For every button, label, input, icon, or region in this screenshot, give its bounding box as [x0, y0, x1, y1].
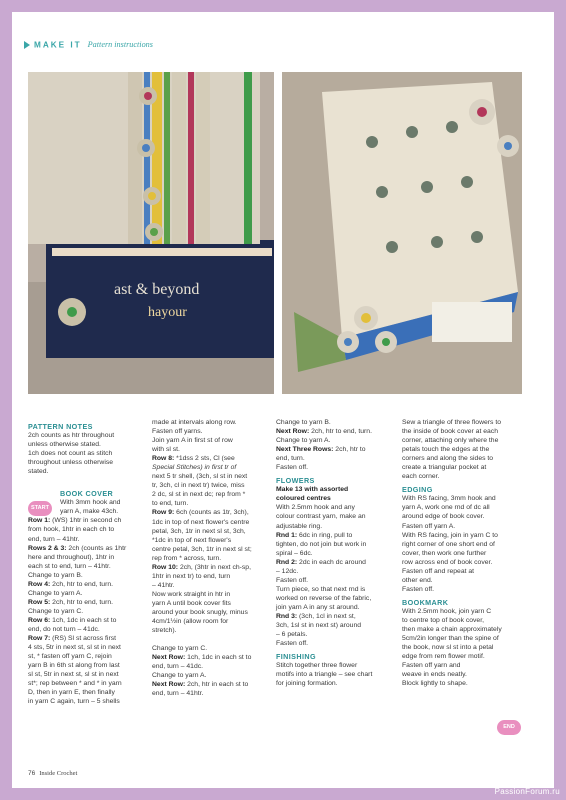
- text-line: [152, 508, 270, 517]
- row-label: Next Row:: [152, 654, 186, 662]
- line-text: to end, turn.: [152, 500, 189, 508]
- text-line: [152, 671, 270, 680]
- line-text: – 12dc.: [276, 567, 299, 575]
- text-line: [402, 661, 522, 670]
- line-text: row across end of book cover.: [402, 558, 493, 566]
- line-text: join yarn A in any st around.: [276, 603, 360, 611]
- text-line: [28, 458, 146, 467]
- line-text: FLOWERS: [276, 476, 315, 486]
- section-title: MAKE IT: [34, 40, 82, 50]
- text-line: [402, 576, 522, 585]
- text-line: [152, 680, 270, 689]
- text-line: [276, 522, 394, 531]
- line-text: Change to yarn C.: [152, 645, 208, 653]
- text-line: [152, 481, 270, 490]
- line-text: 1ch, 1dc in each st to: [185, 654, 252, 662]
- text-line: [276, 670, 394, 679]
- text-line: [402, 625, 522, 634]
- text-line: [276, 585, 394, 594]
- text-line: [28, 643, 146, 652]
- line-text: to centre top of book cover,: [402, 616, 484, 624]
- line-text: 2 dc, sl st in next dc; rep from *: [152, 491, 246, 499]
- line-text: Now work straight in htr in: [152, 590, 231, 598]
- line-text: for joining formation.: [276, 680, 338, 688]
- line-text: stretch).: [152, 627, 177, 635]
- text-line: [402, 503, 522, 512]
- line-text: Make 13 with assorted: [276, 486, 349, 494]
- text-line: [28, 661, 146, 670]
- line-text: *1dc in top of next flower's: [152, 536, 232, 544]
- text-line: [402, 670, 522, 679]
- text-line: [276, 427, 394, 436]
- line-text: weave in ends neatly.: [402, 671, 467, 679]
- row-label: Rnd 2:: [276, 558, 298, 566]
- text-line: [28, 580, 146, 589]
- text-line: [152, 499, 270, 508]
- text-line: [28, 652, 146, 661]
- text-line: [402, 531, 522, 540]
- line-text: Fasten off and repeat at: [402, 567, 475, 575]
- section-header: [24, 40, 153, 49]
- text-line: [402, 585, 522, 594]
- text-line: [28, 598, 146, 607]
- row-label: Row 6:: [28, 616, 51, 624]
- text-line: [276, 549, 394, 558]
- line-text: adjustable ring.: [276, 522, 323, 530]
- line-text: 3ch, 1sl st in next st) around: [276, 622, 362, 630]
- row-label: Row 8:: [152, 455, 175, 463]
- line-text: yarn A, make 43ch.: [60, 508, 119, 516]
- text-line: [28, 525, 146, 534]
- text-line: [28, 607, 146, 616]
- text-line: [276, 445, 394, 454]
- line-text: (WS) 1htr in second ch: [50, 517, 122, 525]
- text-line: [152, 689, 270, 698]
- row-label: Rnd 1:: [276, 531, 298, 539]
- line-text: stated.: [28, 468, 49, 476]
- line-text: end, do not turn – 41dc.: [28, 625, 100, 633]
- text-line: [402, 454, 522, 463]
- text-line: [276, 512, 394, 521]
- line-text: With 2.5mm hook, join yarn C: [402, 607, 492, 615]
- text-line: [402, 540, 522, 549]
- line-text: BOOK COVER: [60, 489, 114, 499]
- text-line: [402, 558, 522, 567]
- line-text: 1dc in top of next flower's centre: [152, 518, 250, 526]
- line-text: around your book snugly, minus: [152, 608, 248, 616]
- text-line: [28, 440, 146, 449]
- line-text: 2ch (counts as 1htr: [66, 544, 127, 552]
- page-number: 76: [28, 770, 36, 777]
- text-line: [402, 494, 522, 503]
- text-line: [152, 536, 270, 545]
- text-line: [152, 454, 270, 463]
- text-line: [152, 436, 270, 445]
- row-label: Rnd 3:: [276, 612, 298, 620]
- line-text: Turn piece, so that next rnd is: [276, 585, 366, 593]
- magazine-name: Inside Crochet: [39, 770, 78, 777]
- line-text: the inside of book cover at each: [402, 428, 498, 436]
- watermark: PassionForum.ru: [494, 787, 560, 796]
- line-text: petals touch the edges at the: [402, 446, 490, 454]
- text-line: [152, 635, 270, 644]
- line-text: tighten, do not join but work in: [276, 540, 367, 548]
- line-text: cover, then work one further: [402, 549, 487, 557]
- section-heading: [402, 598, 522, 607]
- text-line: [402, 679, 522, 688]
- line-text: motifs into a triangle – see chart: [276, 671, 373, 679]
- line-text: Join yarn A in first st of row: [152, 437, 233, 445]
- text-line: [402, 418, 522, 427]
- text-line: [152, 617, 270, 626]
- line-text: unless otherwise stated.: [28, 441, 101, 449]
- line-text: right corner of one short end of: [402, 540, 495, 548]
- line-text: – 6 petals.: [276, 631, 308, 639]
- line-text: yarn A until book cover fits: [152, 599, 231, 607]
- text-line: [28, 625, 146, 634]
- text-line: [152, 445, 270, 454]
- text-line: [402, 512, 522, 521]
- line-text: Fasten off yarn A.: [402, 522, 456, 530]
- line-text: yarn A, work one rnd of dc all: [402, 504, 490, 512]
- line-text: 1ch, 1dc in each st to: [50, 616, 117, 624]
- section-heading: [402, 485, 522, 494]
- line-text: Change to yarn A.: [276, 437, 331, 445]
- line-text: Change to yarn B.: [28, 571, 83, 579]
- line-text: 1htr in next tr) to end, turn: [152, 572, 231, 580]
- line-text: 4 sts, 5tr in next st, sl st in next: [28, 644, 121, 652]
- text-line: [276, 679, 394, 688]
- line-text: (3ch, 1cl in next st,: [297, 612, 356, 620]
- line-text: with sl st.: [152, 446, 180, 454]
- line-text: 5cm/2in longer than the spine of: [402, 635, 499, 643]
- text-line: [152, 653, 270, 662]
- line-text: Change to yarn B.: [276, 419, 331, 426]
- line-text: then make a chain approximately: [402, 626, 502, 634]
- text-line: [152, 490, 270, 499]
- line-text: Fasten off.: [276, 464, 308, 472]
- line-text: each corner.: [402, 473, 440, 481]
- line-text: Sew a triangle of three flowers to: [402, 419, 501, 426]
- line-text: 2ch, (3htr in next ch-sp,: [178, 563, 251, 571]
- line-text: 2ch, htr in each st to: [185, 681, 249, 689]
- text-line: [152, 563, 270, 572]
- line-text: (RS) Sl st across first: [50, 635, 116, 643]
- text-line: [402, 445, 522, 454]
- row-label: Next Row:: [276, 428, 310, 436]
- text-line: [152, 527, 270, 536]
- line-text: petal, 3ch, 1tr in next sl st, 3ch,: [152, 527, 246, 535]
- row-label: Row 4:: [28, 580, 51, 588]
- text-line: [276, 594, 394, 603]
- line-text: Special Stitches) in first tr of: [152, 464, 237, 472]
- text-line: [402, 634, 522, 643]
- triangle-icon: [24, 41, 30, 49]
- line-text: – 41htr.: [152, 581, 175, 589]
- text-line: [152, 427, 270, 436]
- line-text: next 5 tr shell, (3ch, sl st in next: [152, 473, 248, 481]
- line-text: Fasten off yarn and: [402, 662, 461, 670]
- text-line: [276, 576, 394, 585]
- line-text: around edge of book cover.: [402, 513, 485, 521]
- text-line: [276, 639, 394, 648]
- line-text: colour contrast yarn, make an: [276, 513, 366, 521]
- page-footer: [28, 770, 77, 777]
- line-text: EDGING: [402, 485, 433, 495]
- line-text: each st to end, turn – 41htr.: [28, 562, 111, 570]
- text-line: [152, 608, 270, 617]
- line-text: 2ch counts as htr throughout: [28, 432, 115, 440]
- text-line: [276, 436, 394, 445]
- text-line: [402, 463, 522, 472]
- text-line: [28, 431, 146, 440]
- line-text: end, turn – 41htr.: [152, 690, 204, 698]
- end-tag: END: [497, 720, 521, 735]
- line-text: D, then in yarn E, then finally: [28, 689, 115, 697]
- line-text: 4cm/1½in (allow room for: [152, 618, 229, 626]
- line-text: in yarn C again, turn – 5 shells: [28, 698, 120, 706]
- section-heading: [28, 422, 146, 431]
- line-text: Change to yarn A.: [28, 589, 83, 597]
- text-line: [28, 670, 146, 679]
- line-text: With RS facing, 3mm hook and: [402, 495, 496, 503]
- text-line: [276, 503, 394, 512]
- line-text: corners and along the sides to: [402, 455, 494, 463]
- line-text: Fasten off.: [276, 640, 308, 648]
- line-text: Fasten off.: [402, 585, 434, 593]
- line-text: 2ch, htr to end, turn.: [50, 598, 113, 606]
- row-label: Row 1:: [28, 517, 51, 525]
- text-line: [402, 652, 522, 661]
- text-line: [152, 599, 270, 608]
- line-text: corner, attaching only where the: [402, 437, 499, 445]
- line-text: With 2.5mm hook and any: [276, 504, 355, 512]
- text-line: [28, 634, 146, 643]
- text-line: [152, 554, 270, 563]
- section-heading: [276, 476, 394, 485]
- line-text: end, turn – 41dc.: [152, 663, 204, 671]
- line-text: *1dss 2 sts, Cl (see: [174, 455, 235, 463]
- line-text: With 3mm hook and: [60, 499, 121, 507]
- row-label: Row 7:: [28, 635, 51, 643]
- line-text: Fasten off.: [276, 576, 308, 584]
- text-line: [152, 472, 270, 481]
- start-tag: START: [28, 501, 52, 516]
- text-line: [276, 494, 394, 503]
- text-line: [28, 616, 146, 625]
- line-text: worked on reverse of the fabric,: [276, 594, 372, 602]
- text-line: [28, 562, 146, 571]
- line-text: the book, now sl st into a petal: [402, 644, 494, 652]
- text-line: [276, 531, 394, 540]
- line-text: made at intervals along row.: [152, 419, 237, 426]
- text-line: [28, 589, 146, 598]
- line-text: FINISHING: [276, 652, 316, 662]
- text-line: [276, 612, 394, 621]
- line-text: sl st, 5tr in next st, sl st in next: [28, 671, 119, 679]
- line-text: coloured centres: [276, 495, 331, 503]
- text-line: [402, 643, 522, 652]
- line-text: edge from rem flower motif.: [402, 653, 485, 661]
- line-text: yarn B in 6th st along from last: [28, 662, 120, 670]
- line-text: end, turn – 41htr.: [28, 535, 80, 543]
- text-line: [402, 549, 522, 558]
- text-line: [402, 567, 522, 576]
- text-line: [276, 661, 394, 670]
- text-line: [152, 572, 270, 581]
- line-text: 2ch, htr to end, turn.: [50, 580, 113, 588]
- line-text: rep from * across, turn.: [152, 554, 222, 562]
- text-line: [276, 558, 394, 567]
- book-title-text-1: ast & beyond: [114, 281, 200, 298]
- text-line: [402, 427, 522, 436]
- row-label: Row 10:: [152, 563, 179, 571]
- line-text: from hook, 1htr in each ch to: [28, 526, 115, 534]
- line-text: 1ch does not count as stitch: [28, 450, 113, 458]
- text-line: [276, 567, 394, 576]
- text-line: [276, 463, 394, 472]
- section-heading: [28, 489, 146, 498]
- row-label: Row 9:: [152, 509, 175, 517]
- line-text: 2ch, htr to: [333, 446, 366, 454]
- text-line: [28, 516, 146, 525]
- row-label: Rows 2 & 3:: [28, 544, 67, 552]
- line-text: BOOKMARK: [402, 597, 449, 607]
- line-text: 6dc in ring, pull to: [297, 531, 353, 539]
- text-line: [28, 697, 146, 706]
- text-column-4: [402, 418, 522, 688]
- line-text: spiral – 6dc.: [276, 549, 313, 557]
- text-line: [152, 418, 270, 427]
- text-line: [152, 662, 270, 671]
- text-line: [28, 544, 146, 553]
- line-text: 6ch (counts as 1tr, 3ch),: [174, 509, 249, 517]
- line-text: here and throughout), 1htr in: [28, 553, 115, 561]
- text-line: [402, 436, 522, 445]
- text-line: [276, 630, 394, 639]
- section-heading: [276, 652, 394, 661]
- line-text: 2ch, htr to end, turn.: [309, 428, 372, 436]
- row-label: Next Three Rows:: [276, 446, 334, 454]
- text-line: [152, 545, 270, 554]
- text-column-2: [152, 418, 270, 698]
- text-line: [152, 590, 270, 599]
- text-line: [28, 679, 146, 688]
- text-column-1: [28, 418, 146, 706]
- text-line: [152, 626, 270, 635]
- line-text: PATTERN NOTES: [28, 422, 93, 431]
- text-line: [276, 540, 394, 549]
- text-line: [402, 522, 522, 531]
- text-line: [152, 581, 270, 590]
- text-line: [28, 688, 146, 697]
- text-line: [276, 418, 394, 427]
- text-line: [402, 472, 522, 481]
- line-text: st*; rep between * and * in yarn: [28, 680, 122, 688]
- line-text: Fasten off yarns.: [152, 428, 203, 436]
- line-text: throughout unless otherwise: [28, 459, 114, 467]
- row-label: Row 5:: [28, 598, 51, 606]
- text-line: [28, 467, 146, 476]
- line-text: create a triangular pocket at: [402, 464, 487, 472]
- line-text: end, turn.: [276, 455, 305, 463]
- text-line: [152, 644, 270, 653]
- row-label: Next Row:: [152, 681, 186, 689]
- line-text: Change to yarn A.: [152, 672, 207, 680]
- section-subtitle: Pattern instructions: [87, 40, 153, 50]
- text-line: [402, 616, 522, 625]
- text-line: [28, 571, 146, 580]
- text-line: [28, 553, 146, 562]
- book-title-text-2: hayour: [148, 305, 187, 320]
- line-text: st, * fasten off yarn C, rejoin: [28, 653, 112, 661]
- line-text: Change to yarn C.: [28, 607, 84, 615]
- photo-book-cover-open: [282, 72, 522, 394]
- text-line: [276, 603, 394, 612]
- line-text: centre petal, 3ch, 1tr in next sl st;: [152, 545, 252, 553]
- text-line: [152, 518, 270, 527]
- text-line: [276, 621, 394, 630]
- text-line: [28, 449, 146, 458]
- text-column-3: [276, 418, 394, 688]
- line-text: other end.: [402, 576, 433, 584]
- line-text: Stitch together three flower: [276, 662, 358, 670]
- text-line: [152, 463, 270, 472]
- line-text: 2dc in each dc around: [297, 558, 366, 566]
- text-line: [28, 476, 146, 485]
- line-text: Block lightly to shape.: [402, 680, 468, 688]
- text-line: [276, 485, 394, 494]
- line-text: With RS facing, join in yarn C to: [402, 531, 498, 539]
- text-line: [402, 607, 522, 616]
- line-text: tr, 3ch, cl in next tr) twice, miss: [152, 482, 245, 490]
- text-line: [28, 535, 146, 544]
- photo-book-cover-stack: [28, 72, 274, 394]
- text-line: [276, 454, 394, 463]
